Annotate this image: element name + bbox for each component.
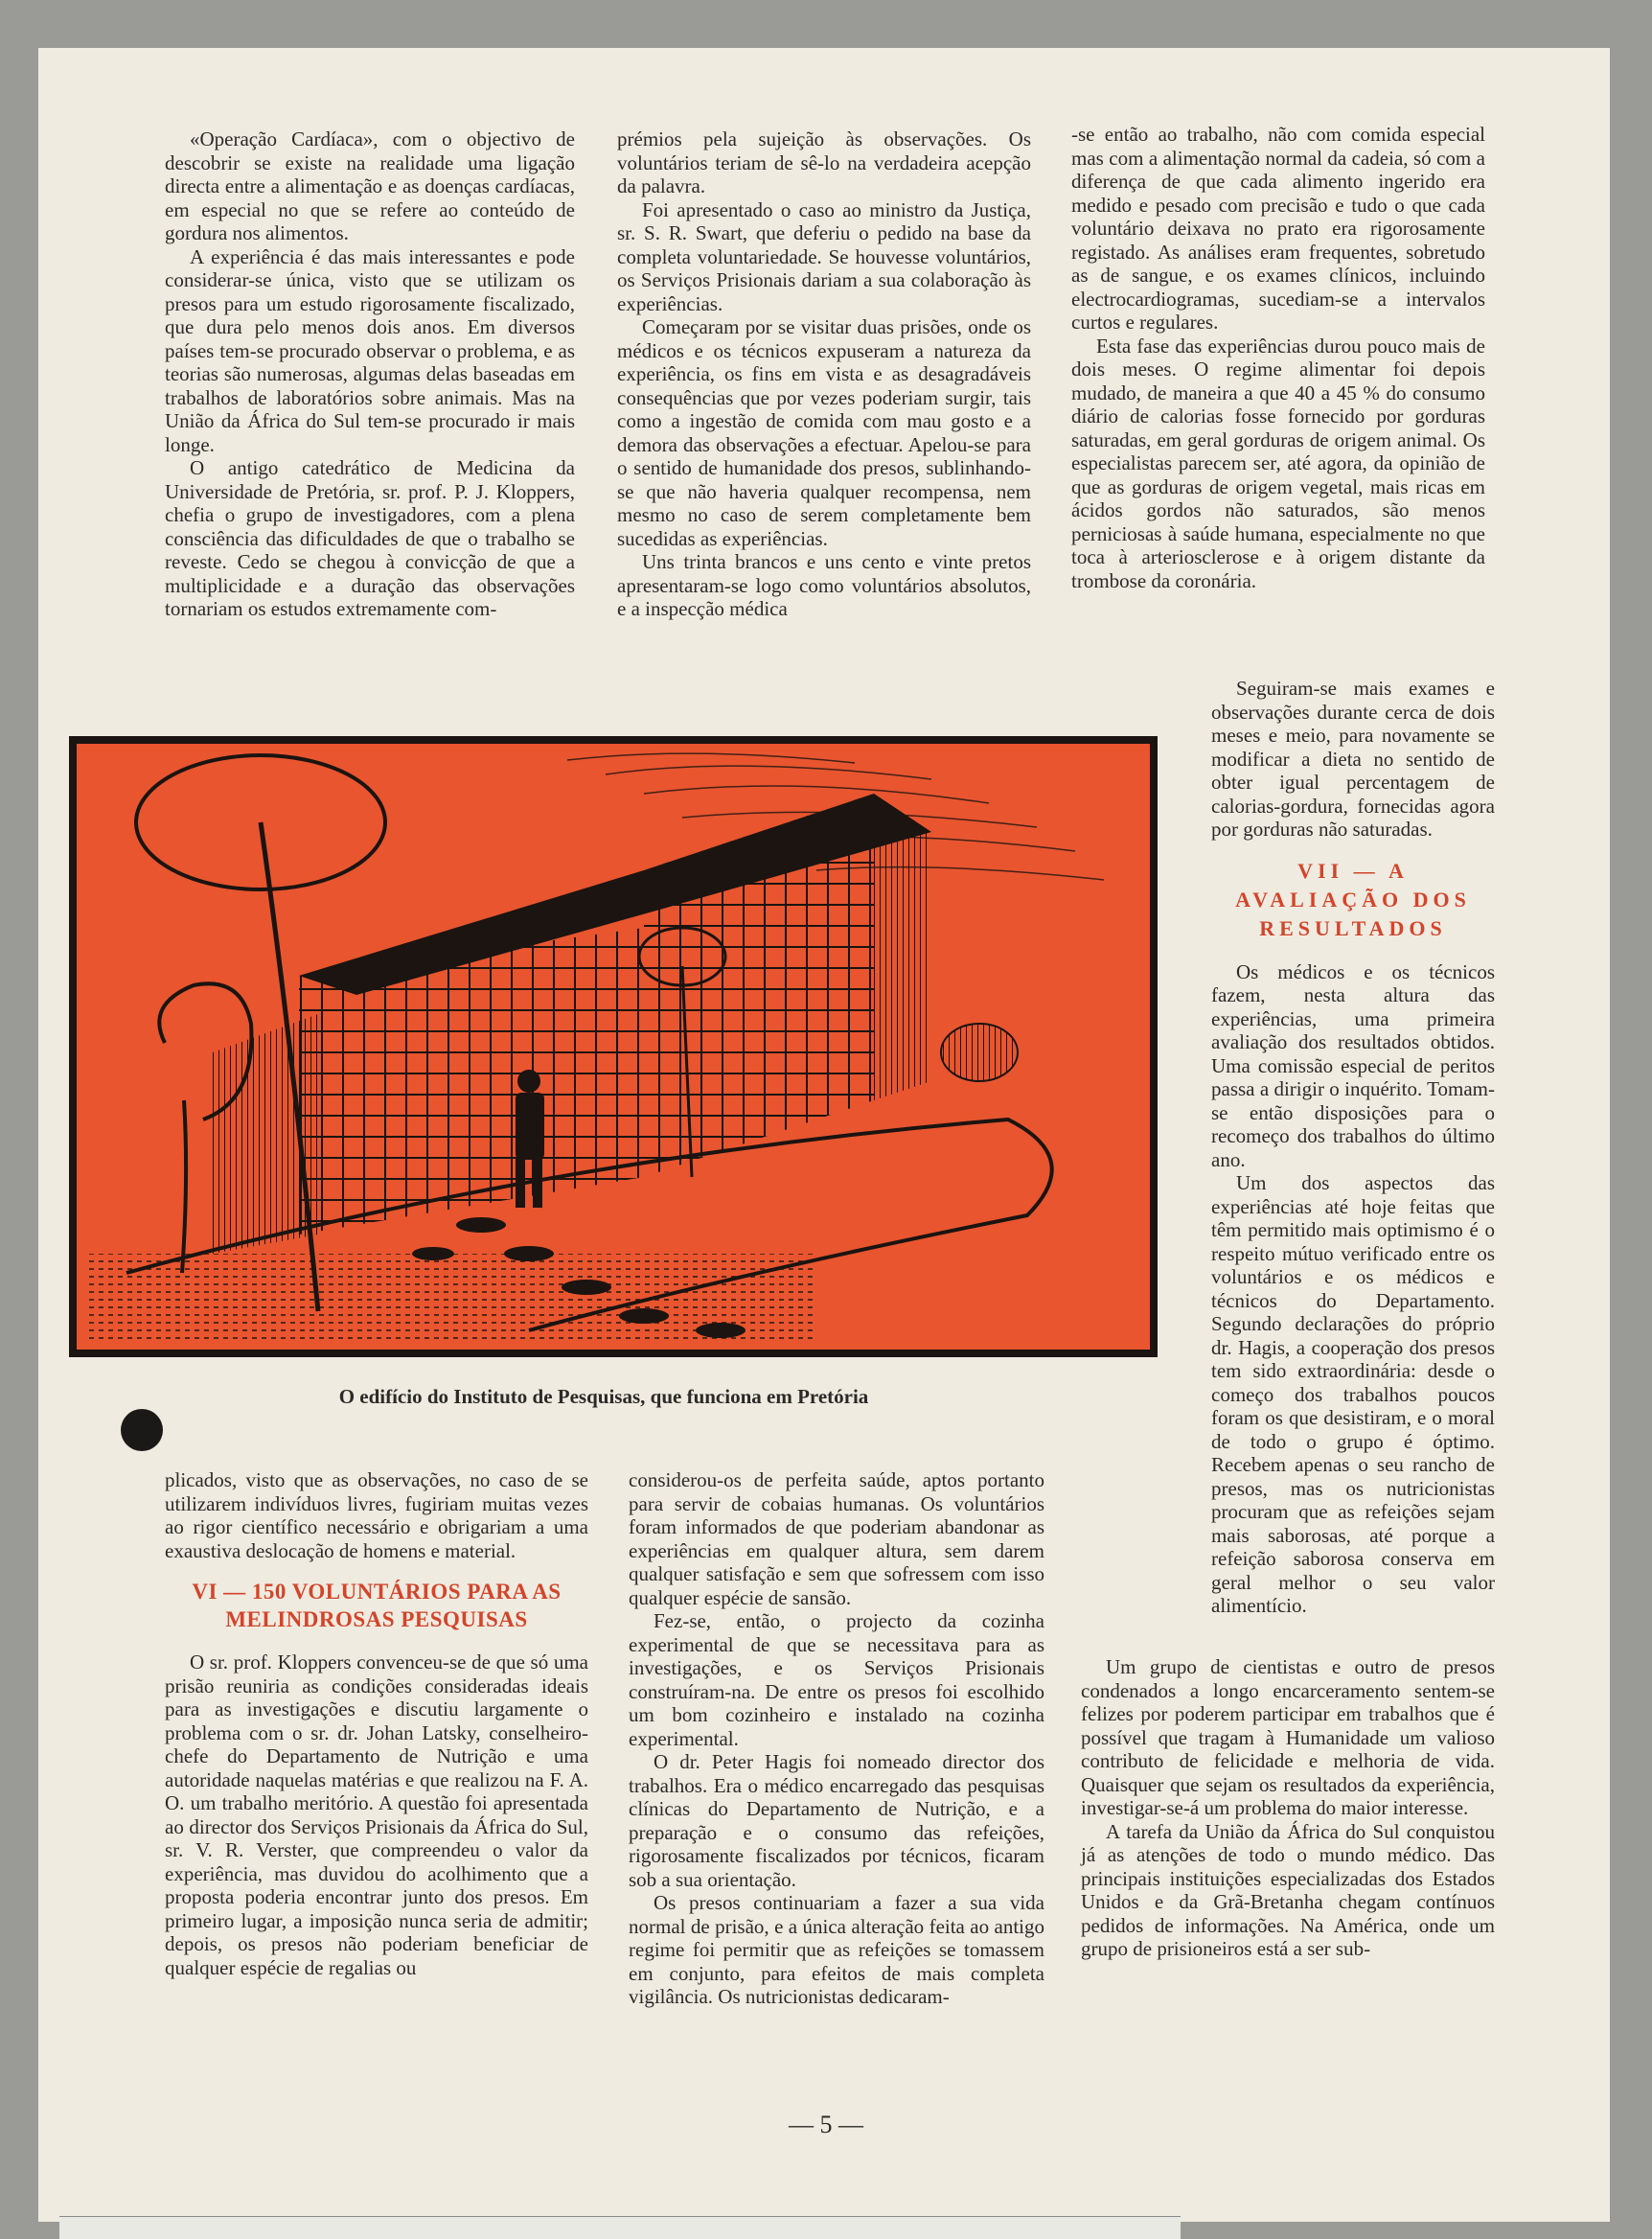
binder-hole-bottom [121, 1409, 163, 1451]
paragraph: prémios pela sujeição às observações. Os voluntários teriam de sê-lo na verdadeira acepção da palavra. [617, 127, 1031, 197]
paragraph: Um dos aspectos das experiências até hoje feitas que têm permitido mais optimismo é o respeito mútuo verificado entre os voluntários e os médicos e técnicos do Departamento. Segundo declarações do próprio dr. Hagis, a cooperação dos presos tem sido extraordinária: desde o começo dos trabalhos poucos foram os que desistiram, e o moral de todo o grupo é óptimo. Recebem apenas o seu rancho de presos, mas os nutricionistas procuram que as refeições sejam mais saborosas, até porque a refeição saborosa conserva em geral melhor o seu valor alimentício. [1211, 1171, 1495, 1617]
right-column-narrow [1211, 677, 1495, 1618]
paragraph: Os médicos e os técnicos fazem, nesta altura das experiências, uma primeira avaliação dos resultados obtidos. Uma comissão especial de peritos passa a dirigir o inquérito. Tomam-se então disposições para o recomeço dos trabalhos do último ano. [1211, 959, 1495, 1171]
paragraph: considerou-os de perfeita saúde, aptos portanto para servir de cobaias humanas. Os voluntários foram informados de que poderiam abandonar as experiências em qualquer altura, sem darem qualquer satisfação e sem que sofressem com isso qualquer espécie de sansão. [629, 1468, 1044, 1609]
paragraph: A tarefa da União da África do Sul conquistou já as atenções de todo o mundo médico. Das principais instituições especializadas dos Estados Unidos e da Grã-Bretanha chegam contínuos pedidos de informações. Na América, onde um grupo de prisioneiros está a ser sub- [1081, 1819, 1495, 1960]
page-number: — 5 — [789, 2111, 863, 2138]
bottom-column-1 [165, 1468, 588, 1979]
paragraph: Fez-se, então, o projecto da cozinha experimental de que se necessitava para as investigações, e os Serviços Prisionais construíram-na. De entre os presos foi escolhido um bom cozinheiro e instalado na cozinha experimental. [629, 1609, 1044, 1750]
building-drawing [69, 736, 1158, 1357]
right-column-upper [1071, 123, 1485, 592]
top-column-1 [165, 127, 575, 621]
paragraph: Seguiram-se mais exames e observações durante cerca de dois meses e meio, para novamente se modificar a dieta no sentido de obter igual percentagem de calorias-gordura, fornecidas agora por gorduras não saturadas. [1211, 677, 1495, 841]
paragraph: O antigo catedrático de Medicina da Universidade de Pretória, sr. prof. P. J. Kloppers, chefia o grupo de investigadores, com a plena consciência das dificuldades de que o trabalho se reveste. Cedo se chegou à convicção de que a multiplicidade e a duração das observações tornariam os estudos extremamente com- [165, 456, 575, 620]
institute-building-illustration [69, 736, 1158, 1357]
paragraph: A experiência é das mais interessantes e pode considerar-se única, visto que se utilizam os presos para um estudo rigorosamente fiscalizado, que dura pelo menos dois anos. Em diversos países tem-se procurado observar o problema, e as teorias são numerosas, algumas delas baseadas em trabalhos de laboratórios sobre animais. Mas na União da África do Sul tem-se procurado ir mais longe. [165, 244, 575, 456]
paragraph: Um grupo de cientistas e outro de presos condenados a longo encarceramento sentem-se felizes por poderem participar em trabalhos que é possível que tragam à Humanidade um valioso contributo de felicidade e melhoria de vida. Quaisquer que sejam os resultados da experiência, investigar-se-á um problema do maior interesse. [1081, 1655, 1495, 1819]
paragraph: O sr. prof. Kloppers convenceu-se de que só uma prisão reuniria as condições consideradas ideais para as investigações e discutiu largamente o problema com o sr. dr. Johan Latsky, conselheiro-chefe do Departamento de Nutrição e uma autoridade naquelas matérias e que realizou na F. A. O. um trabalho meritório. A questão foi apresentada ao director dos Serviços Prisionais da África do Sul, sr. V. R. Verster, que compreendeu o valor da experiência, mas duvidou do acolhimento que a proposta poderia encontrar junto dos presos. Em primeiro lugar, a imposição nunca seria de admitir; depois, os presos não poderiam beneficiar de qualquer espécie de regalias ou [165, 1650, 588, 1979]
paragraph: Foi apresentado o caso ao ministro da Justiça, sr. S. R. Swart, que deferiu o pedido na base da completa voluntariedade. Se houvesse voluntários, os Serviços Prisionais dariam a sua colaboração às experiências. [617, 197, 1031, 315]
bottom-column-2 [629, 1468, 1044, 2009]
paragraph: plicados, visto que as observações, no caso de se utilizarem indivíduos livres, fugiriam muitas vezes ao rigor científico necessário e obrigariam a uma exaustiva deslocação de homens e material. [165, 1468, 588, 1562]
figure-caption: O edifício do Instituto de Pesquisas, que funciona em Pretória [338, 1385, 869, 1408]
top-column-2 [617, 127, 1031, 621]
paragraph: O dr. Peter Hagis foi nomeado director dos trabalhos. Era o médico encarregado das pesquisas clínicas do Departamento de Nutrição, e a preparação e o consumo das refeições, rigorosamente fiscalizados por técnicos, ficaram sob a sua orientação. [629, 1750, 1044, 1891]
paragraph: Uns trinta brancos e uns cento e vinte pretos apresentaram-se logo como voluntários absolutos, e a inspecção médica [617, 550, 1031, 620]
building-wing [213, 1014, 318, 1254]
scan-ruler [59, 2216, 1181, 2239]
paragraph: Começaram por se visitar duas prisões, onde os médicos e os técnicos expuseram a natureza da experiência, os fins em vista e as desagradáveis consequências que por vezes poderiam surgir, tais como a ingestão de comida com mau gosto e a demora das observações a efectuar. Apelou-se para o sentido de humanidade dos presos, sublinhando-se que não haveria qualquer recompensa, nem mesmo no caso de serem completamente bem sucedidas as experiências. [617, 315, 1031, 550]
paragraph: Esta fase das experiências durou pouco mais de dois meses. O regime alimentar foi depois mudado, de maneira a que 40 a 45 % do consumo diário de calorias fosse fornecido por gorduras saturadas, em geral gorduras de origem animal. Os especialistas parecem ser, até agora, da opinião de que as gorduras de origem vegetal, mais ricas em ácidos gordos não saturados, são menos perniciosas à saúde humana, especialmente no que toca à arteriosclerose e à origem distante da trombose da coronária. [1071, 334, 1485, 592]
section-heading-vii: VII — A AVALIAÇÃO DOS RESULTADOS [1235, 858, 1471, 940]
paragraph: «Operação Cardíaca», com o objectivo de descobrir se existe na realidade uma ligação directa entre a alimentação e as doenças cardíacas, em especial no que se refere ao conteúdo de gordura nos alimentos. [165, 127, 575, 244]
right-column-lower [1081, 1655, 1495, 1961]
section-heading-vi: VI — 150 VOLUNTÁRIOS PARA AS MELINDROSAS PESQUISAS [192, 1580, 562, 1631]
paragraph: Os presos continuariam a fazer a sua vida normal de prisão, e a única alteração feita ao antigo regime foi permitir que as refeições se tomassem em conjunto, para efeitos de mais completa vigilância. Os nutricionistas dedicaram- [629, 1891, 1044, 2008]
paragraph: -se então ao trabalho, não com comida especial mas com a alimentação normal da cadeia, só com a diferença de que cada alimento ingerido era medido e pesado com precisão e tudo o que cada voluntário deixava no prato era rigorosamente registado. As análises eram frequentes, sobretudo as de sangue, e os exames clínicos, incluindo electrocardiogramas, sucediam-se a intervalos curtos e regulares. [1071, 123, 1485, 334]
